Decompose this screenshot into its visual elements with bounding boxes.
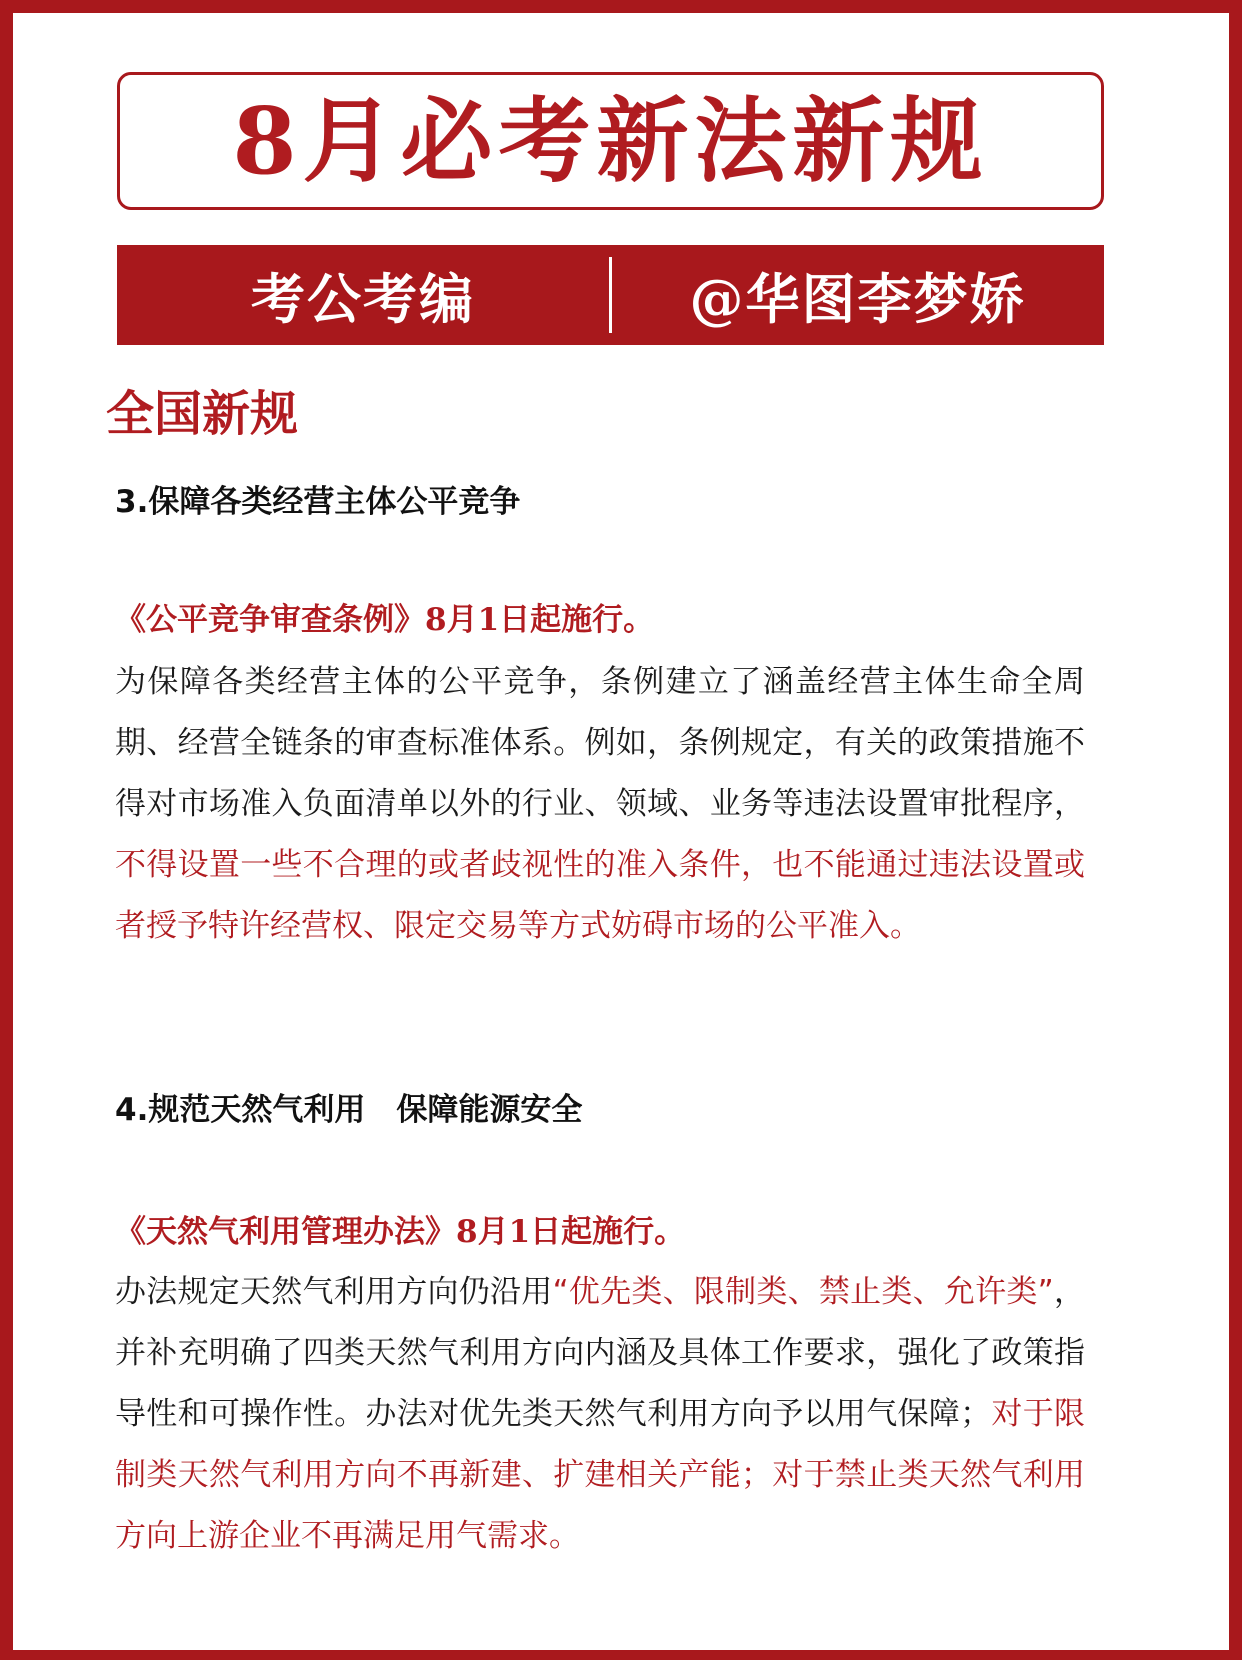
body-text: 办法规定天然气利用方向仍沿用 <box>115 1274 553 1310</box>
body-highlight: “优先类、限制类、禁止类、允许类” <box>552 1274 1054 1310</box>
body-text: ，并补充明确了四类天然气利用方向内涵及具体工作要求，强化了政策指导性和可操作性。办法对优先类天然气利用方向予以用气保障； <box>115 1274 1086 1432</box>
item-body-3 <box>115 652 1085 957</box>
item-heading-4: 4.规范天然气利用 保障能源安全 <box>115 1092 583 1128</box>
header-banner <box>117 245 1104 345</box>
item-body-4 <box>115 1262 1085 1567</box>
body-highlight: 对于限制类天然气利用方向不再新建、扩建相关产能；对于禁止类天然气利用方向上游企业不再满足用气需求。 <box>115 1396 1086 1554</box>
law-title-4: 《天然气利用管理办法》8月1日起施行。 <box>115 1214 686 1250</box>
section-title: 全国新规 <box>106 386 299 442</box>
page-title: 8月必考新法新规 <box>232 87 989 195</box>
body-text: 为保障各类经营主体的公平竞争，条例建立了涵盖经营主体生命全周期、经营全链条的审查标准体系。例如，条例规定，有关的政策措施不得对市场准入负面清单以外的行业、领域、业务等违法设置审批程序， <box>115 664 1085 822</box>
banner-author: @华图李梦娇 <box>689 266 1026 331</box>
item-heading-3: 3.保障各类经营主体公平竞争 <box>115 484 521 520</box>
body-highlight: 不得设置一些不合理的或者歧视性的准入条件，也不能通过违法设置或者授予特许经营权、限定交易等方式妨碍市场的公平准入。 <box>115 847 1085 944</box>
title-box <box>117 72 1104 210</box>
banner-tagline: 考公考编 <box>251 266 475 331</box>
law-title-3: 《公平竞争审查条例》8月1日起施行。 <box>115 602 655 638</box>
